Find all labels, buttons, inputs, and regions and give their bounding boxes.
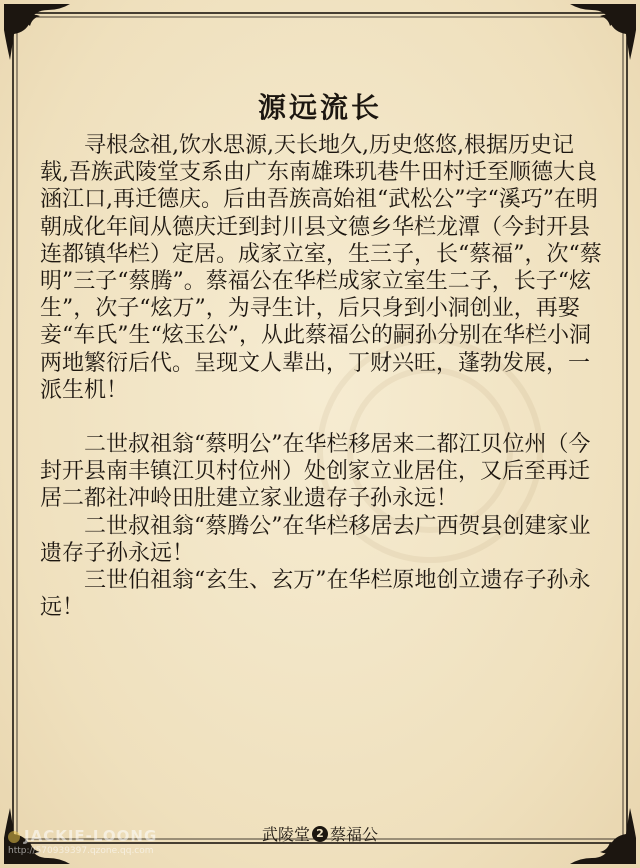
paragraph-caiming: 二世叔祖翁“蔡明公”在华栏移居来二都江贝位州（今封开县南丰镇江贝村位州）处创家立业居住，又后至再迁居二都社冲岭田肚建立家业遗存子孙永远！	[40, 432, 591, 512]
paragraph-origin: 寻根念祖,饮水思源,天长地久,历史悠悠,根据历史记载,吾族武陵堂支系由广东南雄珠玑巷牛田村迁至顺德大良涵江口,再迁德庆。后由吾族高始祖“武松公”字“溪巧”在明朝成化年间从德庆迁到封川县文德乡华栏龙潭（今封开县连都镇华栏）定居。成家立室，生三子，长“蔡福”，次“蔡明”三子“蔡腾”。蔡福公在华栏成家立室生二子，长子“炫生”，次子“炫万”，为寻生计，后只身到小洞创业，再娶妾“车氏”生“炫玉公”，从此蔡福公的嗣孙分别在华栏小洞两地繁衍后代。呈现文人辈出，丁财兴旺，蓬勃发展，一派生机！	[40, 133, 602, 403]
site-watermark	[8, 826, 157, 856]
page-title: 源远流长	[257, 91, 382, 124]
watermark-logo-icon	[8, 831, 20, 843]
paragraph-xuansheng: 三世伯祖翁“玄生、玄万”在华栏原地创立遗存子孙永远！	[40, 568, 591, 621]
watermark-url: http://570939397.qzone.qq.com	[8, 846, 154, 856]
footer-number-badge: 2	[312, 826, 328, 842]
body-text	[40, 132, 602, 621]
paragraph-spacer	[40, 404, 602, 431]
watermark-name: JACKIE-LOONG	[24, 827, 158, 845]
paragraph-caiteng: 二世叔祖翁“蔡腾公”在华栏移居去广西贺县创建家业遗存子孙永远！	[40, 513, 591, 566]
footer-left-label: 武陵堂	[261, 825, 310, 844]
footer-right-label: 蔡福公	[330, 825, 379, 844]
